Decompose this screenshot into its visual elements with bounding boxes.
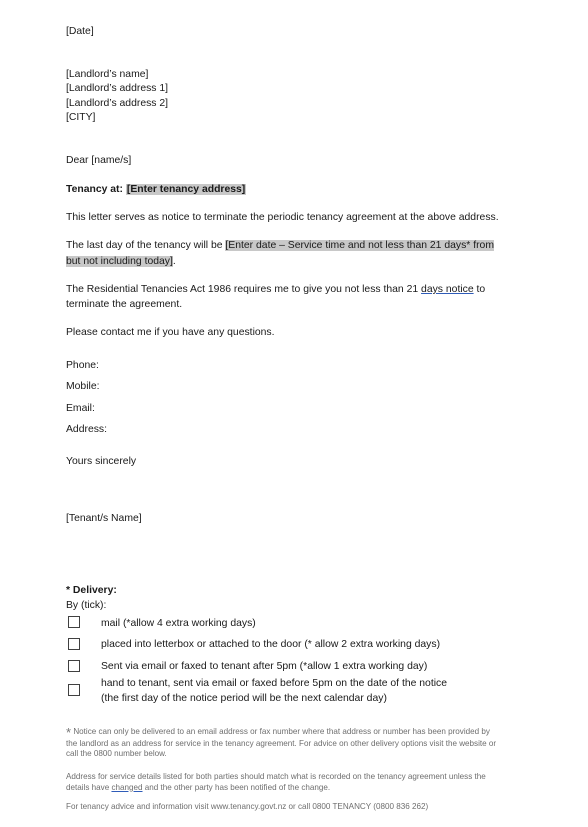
delivery-by-tick: By (tick): bbox=[66, 600, 107, 611]
last-day-line2: but not including today]. bbox=[66, 256, 176, 267]
landlord-name: [Landlord’s name] bbox=[66, 69, 149, 80]
delivery-heading: * Delivery: bbox=[66, 585, 117, 596]
option-label: mail (*allow 4 extra working days) bbox=[101, 618, 256, 629]
act-paragraph-line2: terminate the agreement. bbox=[66, 299, 183, 310]
paragraph-notice: This letter serves as notice to terminate the periodic tenancy agreement at the above address. bbox=[66, 212, 499, 223]
option-label: hand to tenant, sent via email or faxed before 5pm on the date of the notice bbox=[101, 678, 448, 689]
mobile-label: Mobile: bbox=[66, 381, 100, 392]
landlord-address-1: [Landlord’s address 1] bbox=[66, 83, 169, 94]
act-paragraph-line1: The Residential Tenancies Act 1986 requires me to give you not less than 21 days notice to bbox=[66, 284, 486, 295]
footer-note-address: Address for service details listed for both parties should match what is recorded on the tenancy agreement unless the details have changed and the other party has been notified of the change. bbox=[66, 772, 486, 792]
landlord-address-2: [Landlord’s address 2] bbox=[66, 98, 169, 109]
last-day-line1: The last day of the tenancy will be [Enter date – Service time and not less than 21 days* from bbox=[66, 240, 494, 251]
address-label: Address: bbox=[66, 424, 108, 435]
landlord-city: [CITY] bbox=[66, 112, 96, 123]
tenancy-address-field[interactable]: [Enter tenancy address] bbox=[126, 184, 246, 195]
signature-placeholder: [Tenant/s Name] bbox=[66, 513, 142, 524]
footnote-star: * bbox=[66, 725, 72, 740]
contact-paragraph: Please contact me if you have any questions. bbox=[66, 327, 275, 338]
changed-term: changed bbox=[111, 782, 143, 792]
option-label: Sent via email or faxed to tenant after 5pm (*allow 1 extra working day) bbox=[101, 661, 428, 672]
tenancy-label: Tenancy at: bbox=[66, 184, 123, 195]
days-notice-term: days notice bbox=[421, 284, 474, 295]
checkbox-mail[interactable] bbox=[68, 616, 80, 628]
date-placeholder: [Date] bbox=[66, 26, 94, 37]
checkbox-letterbox[interactable] bbox=[68, 638, 80, 650]
option-label: placed into letterbox or attached to the door (* allow 2 extra working days) bbox=[101, 639, 441, 650]
option-label-line2: (the first day of the notice period will be the next calendar day) bbox=[101, 693, 387, 704]
salutation: Dear [name/s] bbox=[66, 155, 132, 166]
footer-note-service: * Notice can only be delivered to an email address or fax number where that address or number has been provided by the landlord as an address for service in the tenancy agreement. For advice on other delivery options visit the website or call the 0800 number below. bbox=[66, 725, 497, 758]
end-date-field[interactable]: [Enter date – Service time and not less than 21 days* from bbox=[225, 240, 494, 251]
end-date-field-cont[interactable]: but not including today] bbox=[66, 256, 173, 267]
closing: Yours sincerely bbox=[66, 456, 137, 467]
email-label: Email: bbox=[66, 403, 95, 414]
footer-tenancy-contact: For tenancy advice and information visit www.tenancy.govt.nz or call 0800 TENANCY (0800 836 262) bbox=[66, 802, 429, 811]
phone-label: Phone: bbox=[66, 360, 99, 371]
checkbox-email-after-5pm[interactable] bbox=[68, 660, 80, 672]
checkbox-hand-delivery[interactable] bbox=[68, 684, 80, 696]
tenancy-line bbox=[66, 184, 246, 195]
